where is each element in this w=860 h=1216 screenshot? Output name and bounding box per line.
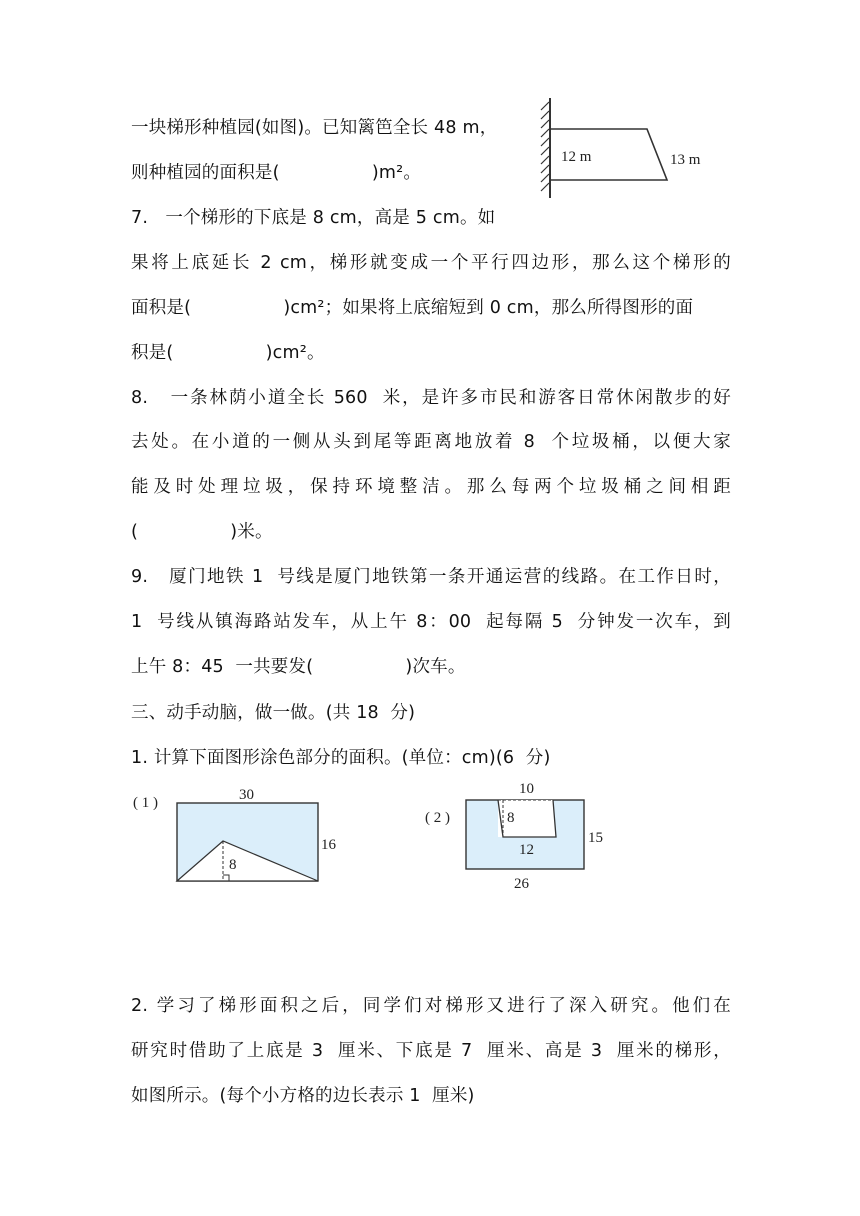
figure-2-bottom-length: 26 bbox=[514, 876, 529, 892]
figure-2-height: 8 bbox=[507, 810, 515, 826]
figure-1-height: 8 bbox=[229, 857, 237, 873]
q8-line-1: 8. 一条林荫小道全长 560 米，是许多市民和游客日常休闲散步的好 bbox=[131, 388, 731, 408]
figure-1-top-length: 30 bbox=[239, 787, 254, 803]
section3-problem-2-line-3: 如图所示。(每个小方格的边长表示 1 厘米) bbox=[131, 1086, 475, 1106]
figure-1-right-length: 16 bbox=[321, 837, 336, 853]
figure-2-top-length: 10 bbox=[519, 781, 534, 797]
q7-line-4: 积是( )cm²。 bbox=[131, 343, 325, 363]
section3-problem-2-line-2: 研究时借助了上底是 3 厘米、下底是 7 厘米、高是 3 厘米的梯形， bbox=[131, 1041, 731, 1061]
q9-line-2: 1 号线从镇海路站发车，从上午 8：00 起每隔 5 分钟发一次车，到 bbox=[131, 612, 731, 632]
q7-line-1: 7. 一个梯形的下底是 8 cm，高是 5 cm。如 bbox=[131, 208, 496, 228]
q8-line-3: 能及时处理垃圾，保持环境整洁。那么每两个垃圾桶之间相距 bbox=[131, 477, 731, 497]
q8-line-2: 去处。在小道的一侧从头到尾等距离地放着 8 个垃圾桶，以便大家 bbox=[131, 432, 731, 452]
q6-line-1: 一块梯形种植园(如图)。已知篱笆全长 48 m， bbox=[131, 118, 498, 138]
figure-2-label: ( 2 ) bbox=[425, 810, 450, 826]
figure-2-right-length: 15 bbox=[588, 830, 603, 846]
figure-1-label: ( 1 ) bbox=[133, 795, 158, 811]
q9-line-1: 9. 厦门地铁 1 号线是厦门地铁第一条开通运营的线路。在工作日时， bbox=[131, 567, 731, 587]
q6-line-2: 则种植园的面积是( )m²。 bbox=[131, 163, 422, 183]
section3-problem-1: 1. 计算下面图形涂色部分的面积。(单位：cm)(6 分) bbox=[131, 748, 551, 768]
figure-2-shaded-rectangle bbox=[420, 776, 620, 894]
q6-trapezoid-garden-figure bbox=[535, 96, 725, 200]
q6-left-side-label: 12 m bbox=[561, 149, 592, 165]
q8-line-4: ( )米。 bbox=[131, 522, 273, 542]
q9-line-3: 上午 8：45 一共要发( )次车。 bbox=[131, 657, 466, 677]
q6-slant-side-label: 13 m bbox=[670, 152, 701, 168]
figure-1-shaded-rectangle bbox=[128, 782, 353, 892]
figure-2-inner-bottom: 12 bbox=[519, 842, 534, 858]
section3-problem-2-line-1: 2. 学习了梯形面积之后，同学们对梯形又进行了深入研究。他们在 bbox=[131, 996, 731, 1016]
section3-heading: 三、动手动脑，做一做。(共 18 分) bbox=[131, 703, 416, 723]
q7-line-2: 果将上底延长 2 cm，梯形就变成一个平行四边形，那么这个梯形的 bbox=[131, 253, 731, 273]
q7-line-3: 面积是( )cm²；如果将上底缩短到 0 cm，那么所得图形的面 bbox=[131, 298, 694, 318]
